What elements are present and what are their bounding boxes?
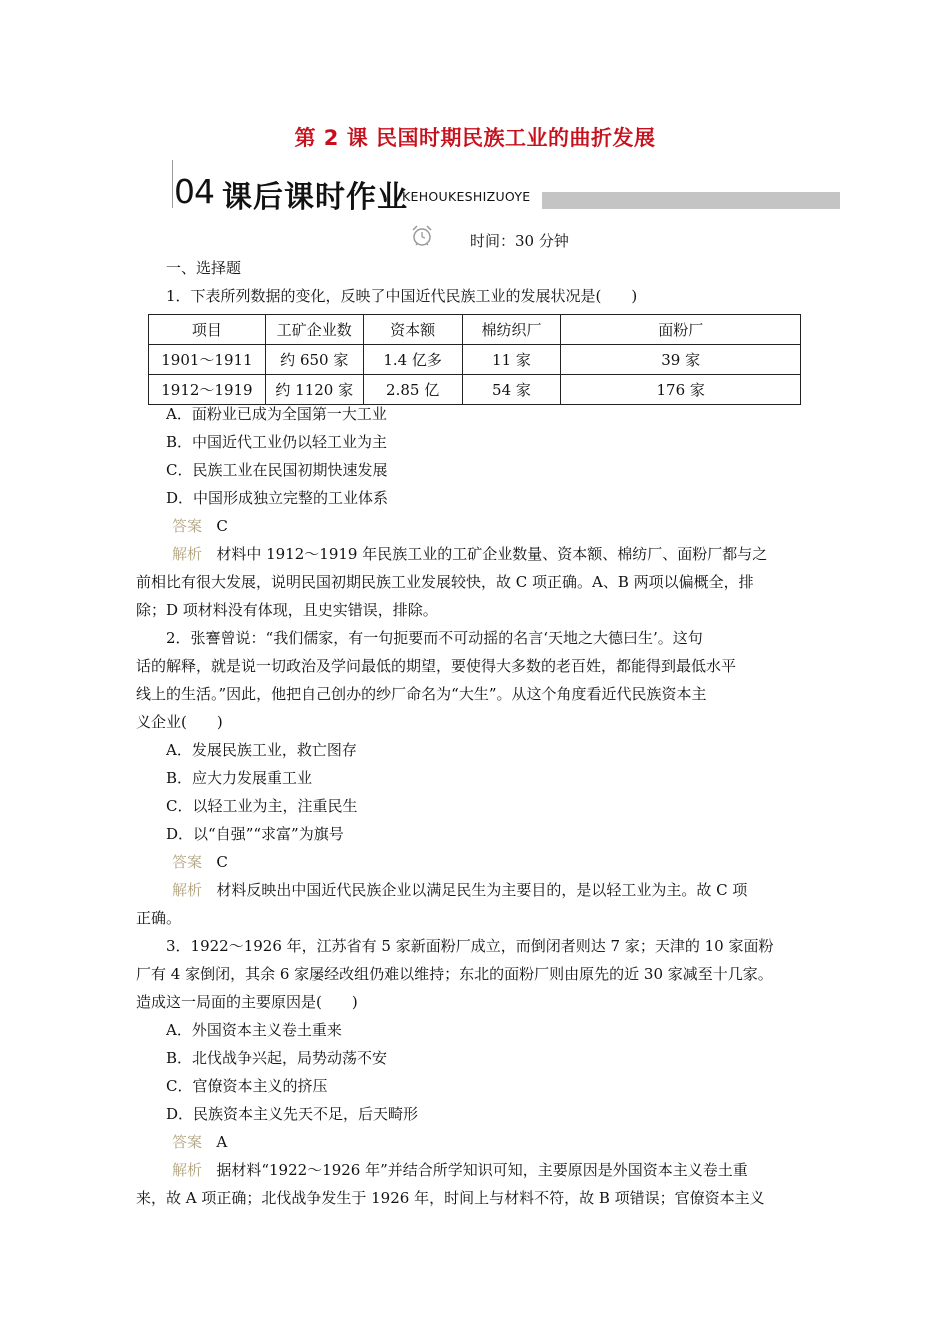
q2-option-a: A．发展民族工业，救亡图存 bbox=[166, 741, 357, 759]
answer-value: A bbox=[216, 1133, 228, 1151]
q1-analysis-line: 除；D 项材料没有体现，且史实错误，排除。 bbox=[136, 601, 438, 619]
q3-option-d: D．民族资本主义先天不足，后天畸形 bbox=[166, 1105, 419, 1123]
q1-analysis-line bbox=[172, 544, 767, 564]
q2-option-b: B．应大力发展重工业 bbox=[166, 769, 313, 787]
q2-answer bbox=[172, 852, 228, 872]
q1-analysis-line: 前相比有很大发展，说明民国初期民族工业发展较快，故 C 项正确。A、B 两项以偏概全，排 bbox=[136, 573, 754, 591]
q3-stem-line: 厂有 4 家倒闭，其余 6 家屡经改组仍难以维持；东北的面粉厂则由原先的近 30 家减至十几家。 bbox=[136, 965, 773, 983]
table-cell: 54 家 bbox=[462, 375, 561, 405]
answer-label: 答案 bbox=[172, 853, 203, 871]
analysis-label: 解析 bbox=[172, 545, 203, 563]
q1-answer bbox=[172, 516, 228, 536]
q2-stem-line: 线上的生活。”因此，他把自己创办的纱厂命名为“大生”。从这个角度看近代民族资本主 bbox=[136, 685, 707, 703]
banner-bar bbox=[542, 192, 840, 209]
answer-value: C bbox=[216, 517, 228, 535]
analysis-text: 据材料“1922～1926 年”并结合所学知识可知，主要原因是外国资本主义卷土重 bbox=[216, 1161, 748, 1179]
time-limit: 时间：30 分钟 bbox=[470, 232, 569, 250]
q3-option-a: A．外国资本主义卷土重来 bbox=[166, 1021, 342, 1039]
table-row bbox=[149, 345, 801, 375]
q1-option-c: C．民族工业在民国初期快速发展 bbox=[166, 461, 388, 479]
q2-analysis-line bbox=[172, 880, 747, 900]
table-cell: 11 家 bbox=[462, 345, 561, 375]
table-cell: 1912～1919 bbox=[149, 375, 266, 405]
q1-option-d: D．中国形成独立完整的工业体系 bbox=[166, 489, 389, 507]
q2-option-c: C．以轻工业为主，注重民生 bbox=[166, 797, 358, 815]
q3-stem-line: 造成这一局面的主要原因是( ) bbox=[136, 993, 358, 1011]
analysis-text: 材料反映出中国近代民族企业以满足民生为主要目的，是以轻工业为主。故 C 项 bbox=[216, 881, 748, 899]
table-cell: 2.85 亿 bbox=[363, 375, 462, 405]
q3-stem-line: 3．1922～1926 年，江苏省有 5 家新面粉厂成立，而倒闭者则达 7 家；天津的 10 家面粉 bbox=[166, 937, 774, 955]
analysis-text: 材料中 1912～1919 年民族工业的工矿企业数量、资本额、棉纺厂、面粉厂都与之 bbox=[216, 545, 768, 563]
analysis-label: 解析 bbox=[172, 1161, 203, 1179]
q3-option-b: B．北伐战争兴起，局势动荡不安 bbox=[166, 1049, 388, 1067]
table-row bbox=[149, 375, 801, 405]
table-header-cell: 棉纺织厂 bbox=[462, 315, 561, 345]
q3-option-c: C．官僚资本主义的挤压 bbox=[166, 1077, 328, 1095]
banner-pinyin: KEHOUKESHIZUOYE bbox=[402, 189, 531, 204]
homework-banner bbox=[172, 158, 840, 214]
q3-answer bbox=[172, 1132, 227, 1152]
section-heading: 一、选择题 bbox=[166, 259, 242, 277]
q1-stem: 1．下表所列数据的变化，反映了中国近代民族工业的发展状况是( ) bbox=[166, 287, 638, 305]
q3-analysis-line bbox=[172, 1160, 748, 1180]
q3-analysis-line: 来，故 A 项正确；北伐战争发生于 1926 年，时间上与材料不符，故 B 项错误；官僚资本主义 bbox=[136, 1189, 765, 1207]
q2-stem-line: 话的解释，就是说一切政治及学问最低的期望，要使得大多数的老百姓，都能得到最低水平 bbox=[136, 657, 737, 675]
alarm-clock-icon bbox=[410, 224, 434, 248]
table-header-cell: 项目 bbox=[149, 315, 266, 345]
answer-label: 答案 bbox=[172, 1133, 203, 1151]
q2-stem-line: 义企业( ) bbox=[136, 713, 223, 731]
q1-option-a: A．面粉业已成为全国第一大工业 bbox=[166, 405, 387, 423]
q2-option-d: D．以“自强”“求富”为旗号 bbox=[166, 825, 344, 843]
banner-number: 04 bbox=[174, 172, 214, 211]
q2-analysis-line: 正确。 bbox=[136, 909, 182, 927]
table-header-cell: 资本额 bbox=[363, 315, 462, 345]
table-header-cell: 面粉厂 bbox=[561, 315, 801, 345]
analysis-label: 解析 bbox=[172, 881, 203, 899]
table-cell: 约 1120 家 bbox=[265, 375, 363, 405]
banner-label: 课后课时作业 bbox=[222, 180, 408, 215]
page-title: 第 2 课 民国时期民族工业的曲折发展 bbox=[294, 126, 656, 150]
table-cell: 约 650 家 bbox=[265, 345, 363, 375]
q1-table bbox=[148, 314, 801, 405]
table-cell: 1.4 亿多 bbox=[363, 345, 462, 375]
table-header-row bbox=[149, 315, 801, 345]
answer-value: C bbox=[216, 853, 228, 871]
table-cell: 176 家 bbox=[561, 375, 801, 405]
q1-option-b: B．中国近代工业仍以轻工业为主 bbox=[166, 433, 388, 451]
table-cell: 1901～1911 bbox=[149, 345, 266, 375]
answer-label: 答案 bbox=[172, 517, 203, 535]
table-cell: 39 家 bbox=[561, 345, 801, 375]
q2-stem-line: 2．张謇曾说：“我们儒家，有一句扼要而不可动摇的名言‘天地之大德曰生’。这句 bbox=[166, 629, 703, 647]
table-header-cell: 工矿企业数 bbox=[265, 315, 363, 345]
